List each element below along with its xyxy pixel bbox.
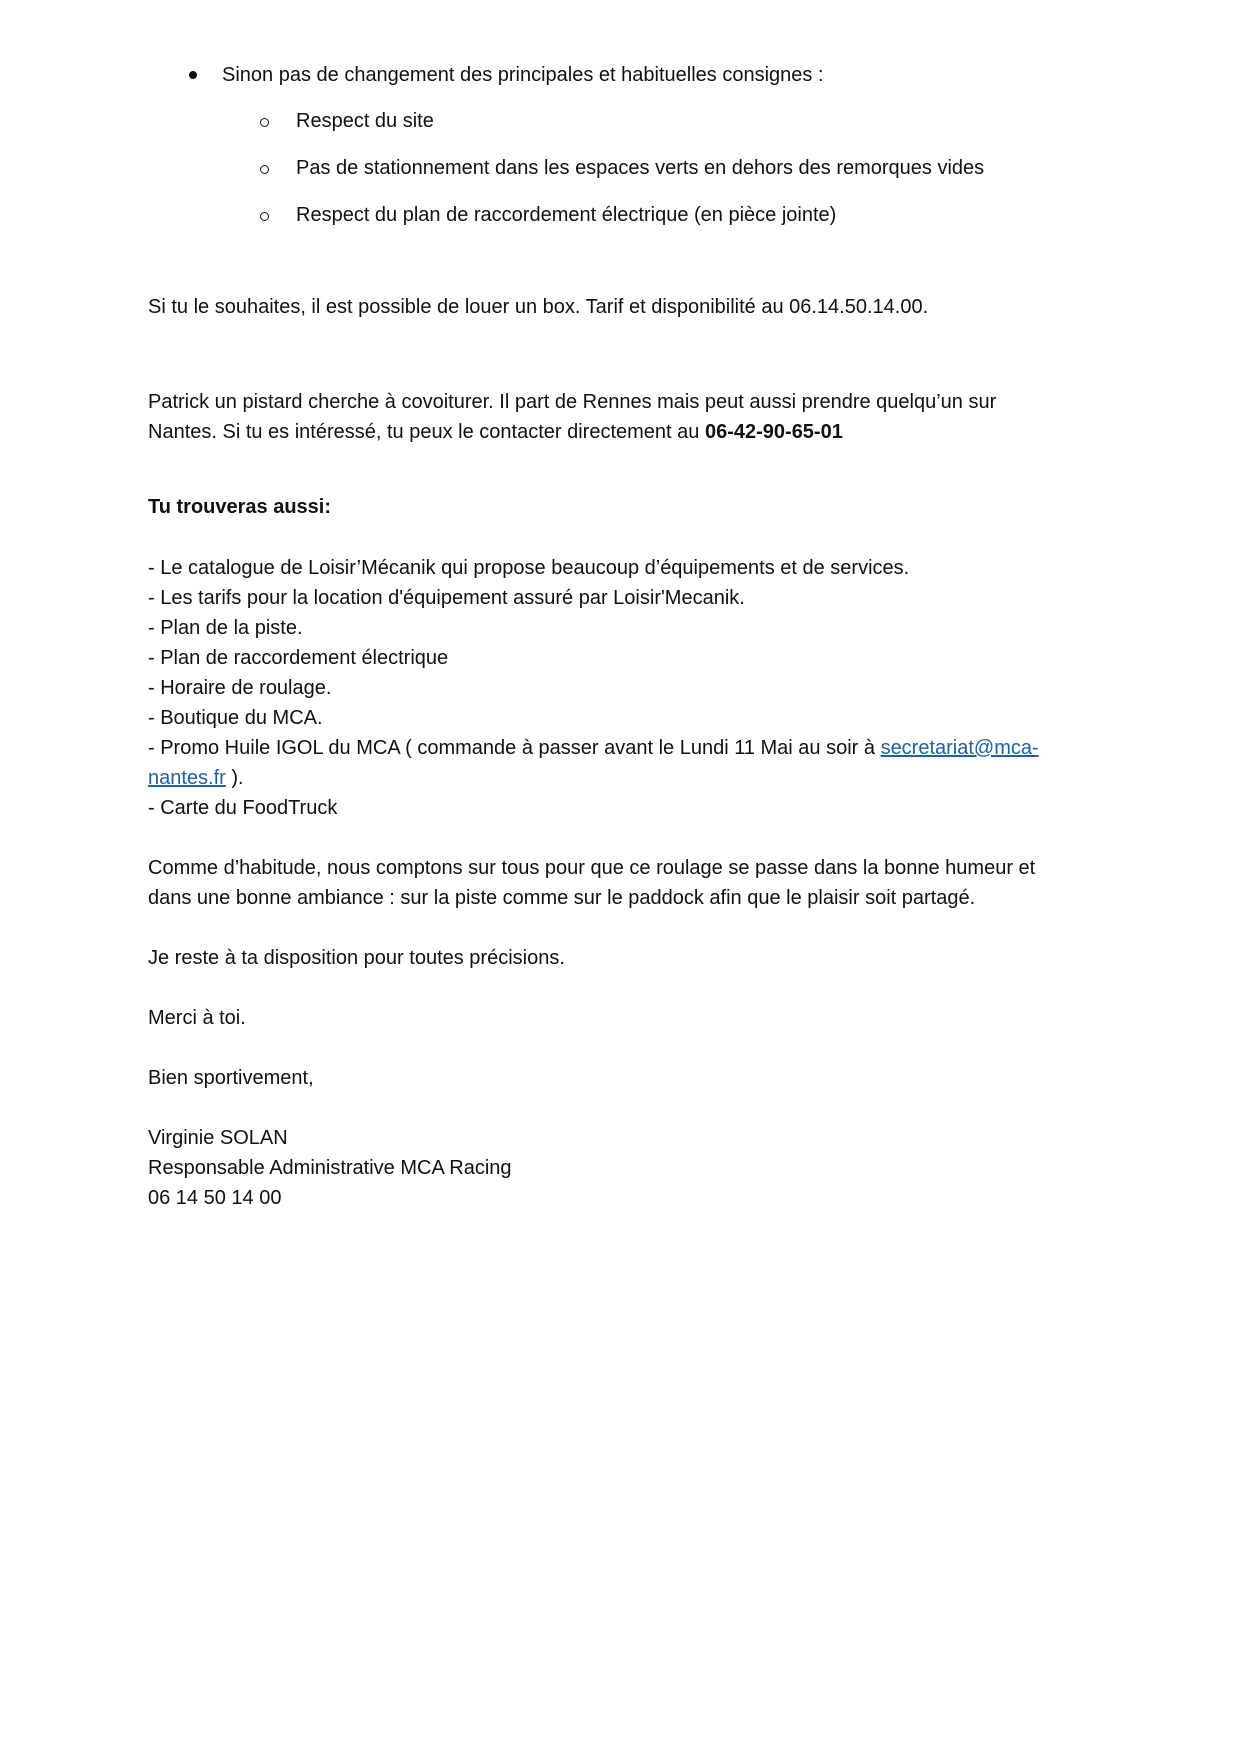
also-heading: Tu trouveras aussi: — [148, 496, 332, 518]
sub-bullet-circle-icon — [260, 165, 269, 174]
list-item: - Les tarifs pour la location d'équipement assuré par Loisir'Mecanik. — [148, 587, 745, 609]
list-item: - Horaire de roulage. — [148, 677, 332, 699]
carpool-phone: 06-42-90-65-01 — [704, 421, 843, 443]
promo-suffix: ). — [225, 767, 244, 789]
carpool-line-1: Patrick un pistard cherche à covoiturer. Il part de Rennes mais peut aussi prendre quelqu’un sur — [148, 391, 997, 413]
disposition-line: Je reste à ta disposition pour toutes précisions. — [148, 947, 565, 969]
thanks-line: Merci à toi. — [148, 1007, 246, 1029]
sub-bullet-circle-icon — [260, 118, 269, 127]
carpool-line-2 — [148, 417, 843, 447]
closing-line: Bien sportivement, — [148, 1067, 314, 1089]
box-rental-paragraph: Si tu le souhaites, il est possible de louer un box. Tarif et disponibilité au 06.14.50.14.00. — [148, 296, 929, 318]
sub-bullet-text: Pas de stationnement dans les espaces verts en dehors des remorques vides — [296, 157, 985, 179]
email-link[interactable]: secretariat@mca- — [880, 737, 1039, 759]
habit-line-1: Comme d’habitude, nous comptons sur tous pour que ce roulage se passe dans la bonne humeur et — [148, 857, 1036, 879]
promo-text: - Promo Huile IGOL du MCA ( commande à passer avant le Lundi 11 Mai au soir à — [148, 737, 881, 759]
signature-title: Responsable Administrative MCA Racing — [148, 1157, 512, 1179]
list-item: - Boutique du MCA. — [148, 707, 323, 729]
carpool-line-2-text: Nantes. Si tu es intéressé, tu peux le contacter directement au — [148, 421, 705, 443]
signature-name: Virginie SOLAN — [148, 1127, 288, 1149]
list-item: - Le catalogue de Loisir’Mécanik qui propose beaucoup d’équipements et de services. — [148, 557, 910, 579]
promo-line-1 — [148, 733, 1039, 763]
list-item: - Plan de raccordement électrique — [148, 647, 449, 669]
signature-phone: 06 14 50 14 00 — [148, 1187, 282, 1209]
list-item: - Carte du FoodTruck — [148, 797, 338, 819]
promo-line-2 — [148, 763, 244, 793]
list-item: - Plan de la piste. — [148, 617, 303, 639]
sub-bullet-text: Respect du site — [296, 110, 434, 132]
bullet-main-text: Sinon pas de changement des principales et habituelles consignes : — [222, 64, 824, 86]
bullet-dot-icon — [189, 71, 197, 79]
sub-bullet-circle-icon — [260, 212, 269, 221]
sub-bullet-text: Respect du plan de raccordement électrique (en pièce jointe) — [296, 204, 837, 226]
email-link-continued[interactable]: nantes.fr — [148, 767, 226, 789]
habit-line-2: dans une bonne ambiance : sur la piste comme sur le paddock afin que le plaisir soit partagé. — [148, 887, 976, 909]
